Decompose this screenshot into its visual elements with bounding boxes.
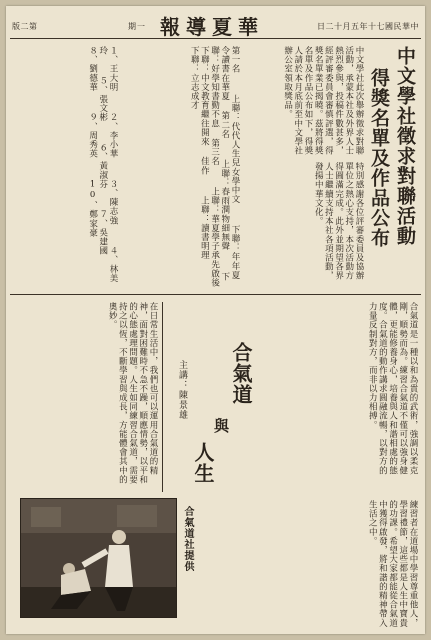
- newspaper-title: 報導夏華: [160, 15, 264, 39]
- article2-body-2: 在日常生活中，我們也可以運用合氣道的精神，面對困難時不急不躁，順應情勢，以平和的心態處理問題。人生如同練習合氣道，需要持之以恆，不斷學習與成長，方能體會其中的奧妙。: [107, 302, 158, 484]
- newspaper-page: [6, 6, 425, 634]
- masthead: [10, 10, 421, 39]
- article2-headline-2: 與: [212, 418, 230, 434]
- article2-headline-1: 合氣道: [229, 342, 253, 405]
- article1-headline-2: 得獎名單及作品公布: [368, 68, 390, 248]
- photo-caption: 合氣道社提供: [182, 506, 193, 572]
- publication-date: 日二十月五年十七國民華中: [317, 22, 419, 31]
- article1-winners: 第一名 上聯：代代人生兒女學中文 下聯：年年夏令讀書在華夏 第二名 上聯：春雨潤物細無聲 下聯：好學知書勤不息 第三名 上聯：華夏學子承先啟後 下聯：中文教育繼往開來 佳作 上聯：讀書明理 下聯：立志成才: [189, 46, 240, 309]
- article2-byline: 主講：陳景雄: [177, 360, 187, 420]
- issue-number: 期一: [128, 22, 146, 31]
- column-divider: [162, 302, 163, 492]
- article1-body: 中文學社此次舉辦徵求對聯活動，承蒙本社及外界人士熱烈參與，投稿件數甚多，經評審委員會審慎評選，得獎名單業已揭曉。茲將得獎名單及作品公布如下，得獎人請於本月底前至中文學社辦公室領取獎品。: [282, 46, 364, 156]
- section-divider: [10, 294, 421, 295]
- page-label: 版二第: [12, 22, 38, 31]
- article2-headline-3: 人生: [191, 442, 215, 484]
- article1-headline-1: 中文學社徵求對聯活動: [394, 46, 416, 246]
- article1-winner-list: １、王大明 ２、李小華 ３、陳志強 ４、林美玲 ５、張文彬 ６、黃淑芬 ７、吳建國 ８、劉德華 ９、周秀英 10、鄭家豪: [87, 46, 118, 283]
- article2-body: 合氣道是一種以和為貴的武術，強調以柔克剛，順勢而為。練習合氣道不僅可以強身健體，更能修養身心，培養與人和諧相處的態度。合氣道的動作講求圓融流暢，以對方的力量反制對方，而非以力相搏。: [367, 302, 418, 475]
- aikido-photo-illustration: [21, 499, 176, 617]
- article1-body-2: 特別感謝各位評審委員及協辦單位之熱心支持，本次活動方得圓滿完成。此外並期望各界人士繼續支持本社各項活動，發揚中華文化。: [313, 162, 364, 281]
- aikido-photo: [20, 498, 177, 618]
- article2-body-3: 練習者在道場中學習尊重他人，學習禮節，這些都是人生中寶貴的功課。希望大家都能從合氣道中獲得啟發，將和諧的精神帶入生活之中。: [367, 500, 418, 628]
